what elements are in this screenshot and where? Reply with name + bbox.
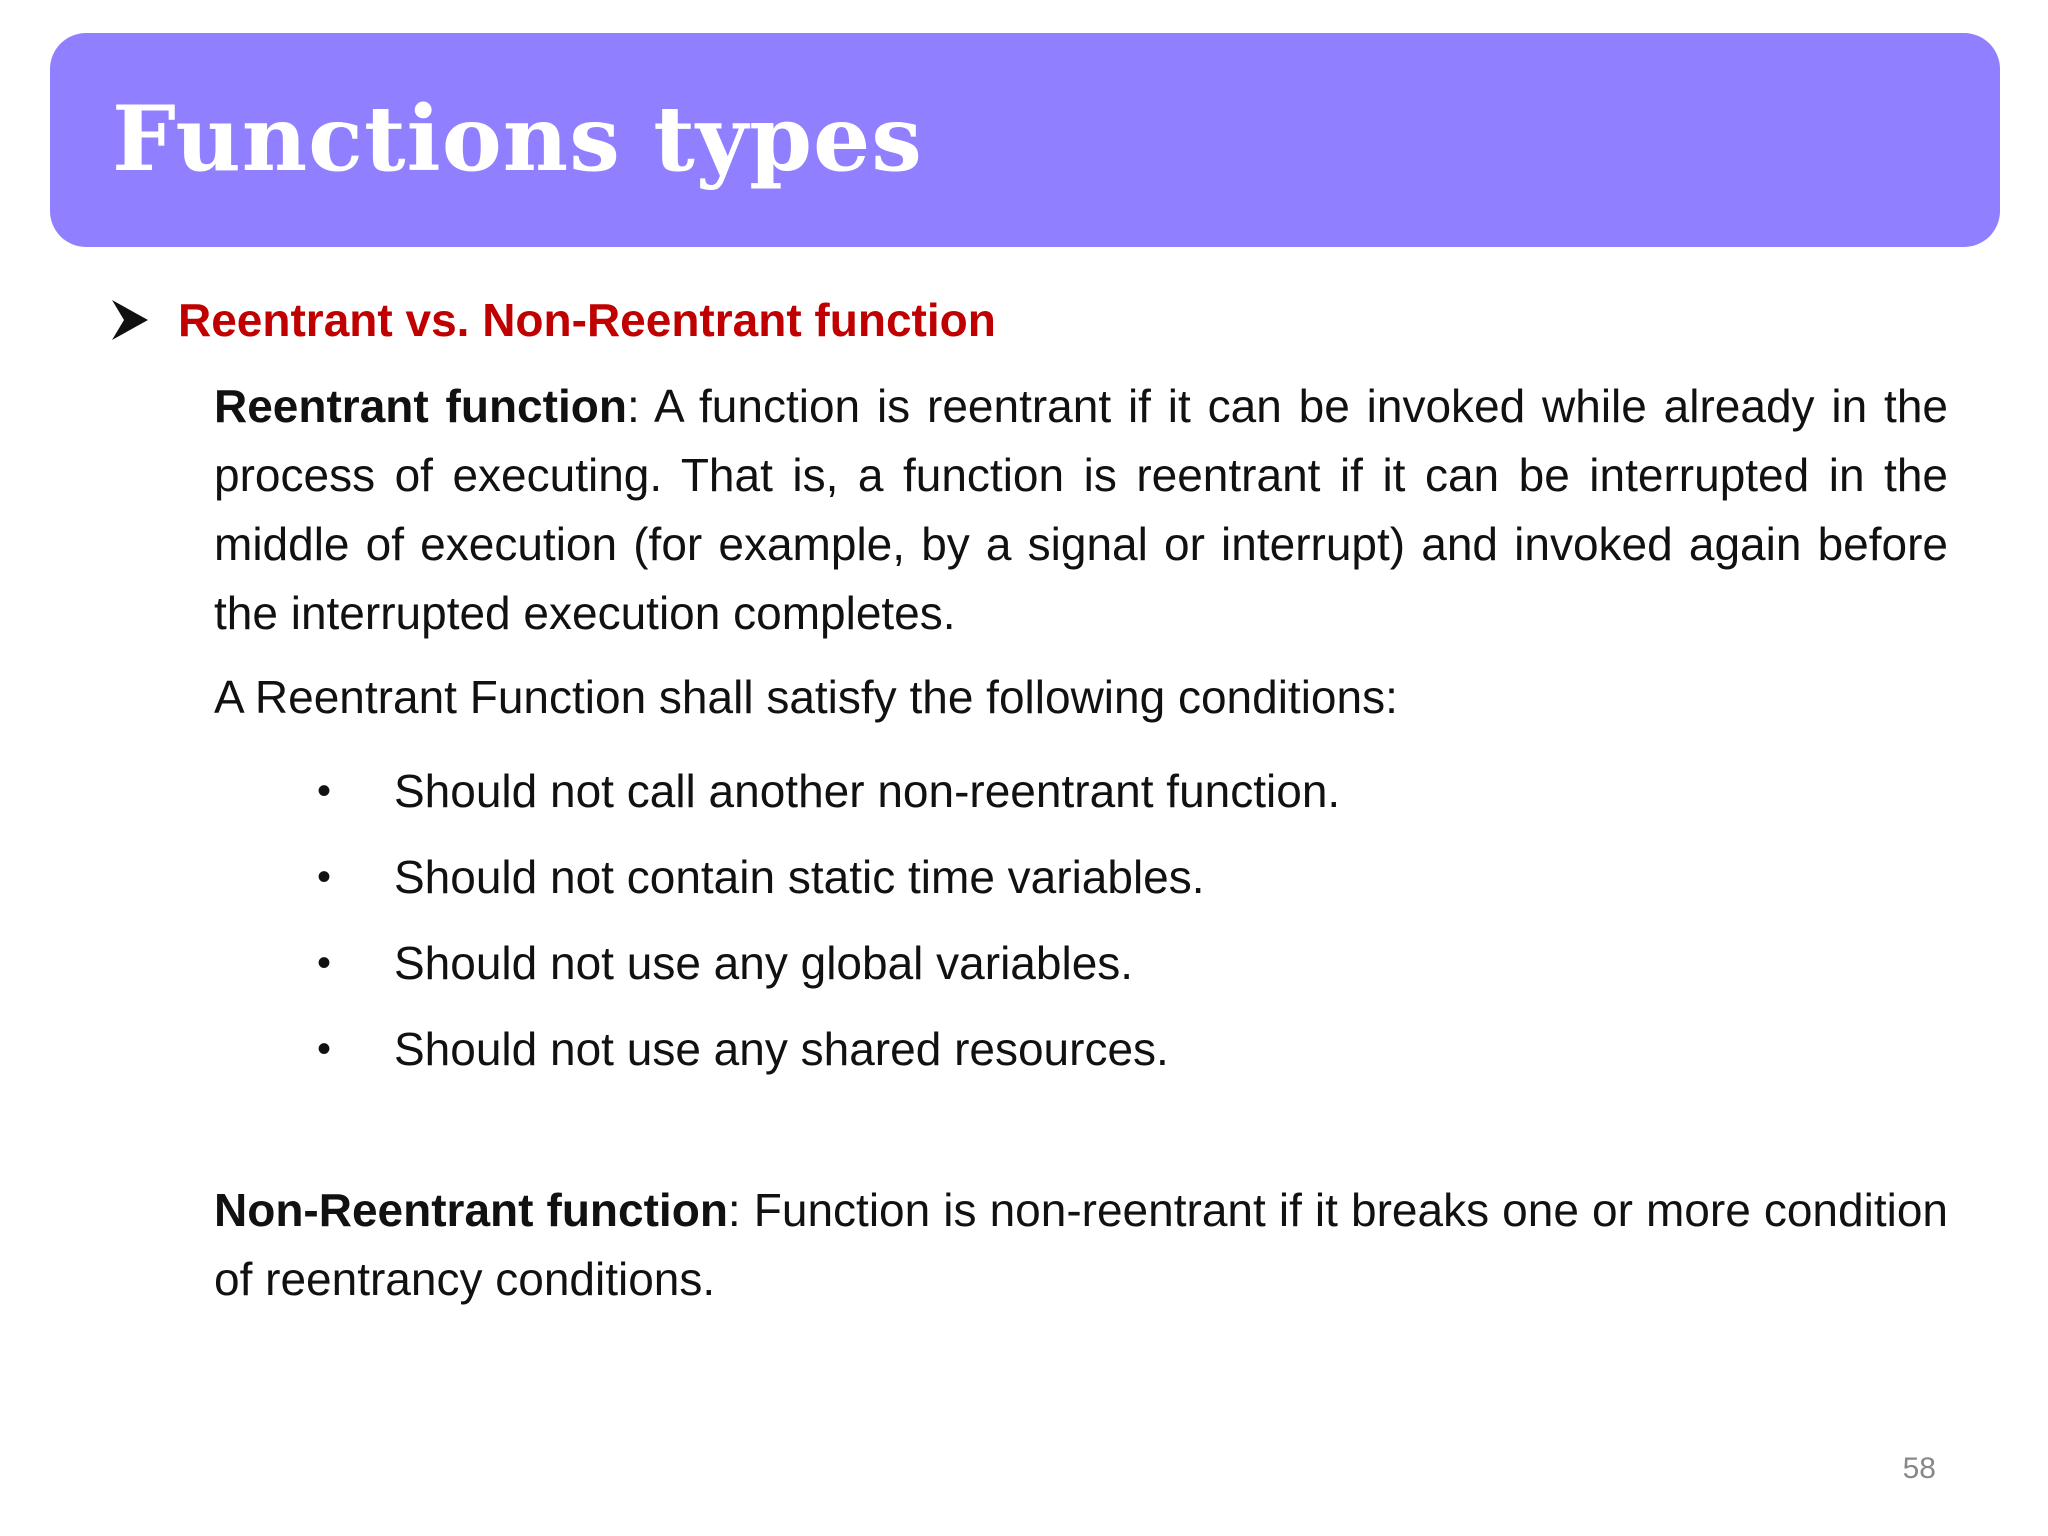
bullet-dot-icon: • <box>317 854 332 899</box>
list-item <box>214 834 1340 920</box>
non-reentrant-separator: : <box>727 1184 741 1236</box>
reentrant-definition <box>214 372 1948 648</box>
bullet-dot-icon: • <box>317 940 332 985</box>
condition-text: Should not contain static time variables. <box>394 851 1205 903</box>
non-reentrant-definition <box>214 1176 1948 1314</box>
conditions-intro: A Reentrant Function shall satisfy the following conditions: <box>214 671 1398 723</box>
list-item <box>214 1006 1340 1092</box>
condition-text: Should not use any global variables. <box>394 937 1134 989</box>
section-heading-text: Reentrant vs. Non-Reentrant function <box>178 294 996 346</box>
bullet-dot-icon: • <box>317 768 332 813</box>
reentrant-term: Reentrant function <box>214 380 627 432</box>
non-reentrant-definition-text: Function is non-reentrant if it breaks one or more condition of reentrancy conditions. <box>214 1184 1948 1305</box>
title-bar <box>50 33 2000 247</box>
non-reentrant-term: Non-Reentrant function <box>214 1184 728 1236</box>
bullet-dot-icon: • <box>317 1026 332 1071</box>
list-item <box>214 748 1340 834</box>
conditions-list <box>214 748 1340 1092</box>
page-number: 58 <box>1902 1452 1936 1485</box>
condition-text: Should not call another non-reentrant function. <box>394 765 1341 817</box>
reentrant-separator: : <box>626 380 640 432</box>
slide-title: Functions types <box>112 86 923 192</box>
arrowhead-bullet-icon <box>112 300 148 340</box>
reentrant-definition-text: A function is reentrant if it can be invoked while already in the process of executing. That is, a function is reentrant if it can be interrupted in the middle of execution (for example, by a signal or interrupt) and invoked again before the interrupted execution completes. <box>214 380 1948 639</box>
list-item <box>214 920 1340 1006</box>
condition-text: Should not use any shared resources. <box>394 1023 1169 1075</box>
section-heading <box>112 290 996 350</box>
